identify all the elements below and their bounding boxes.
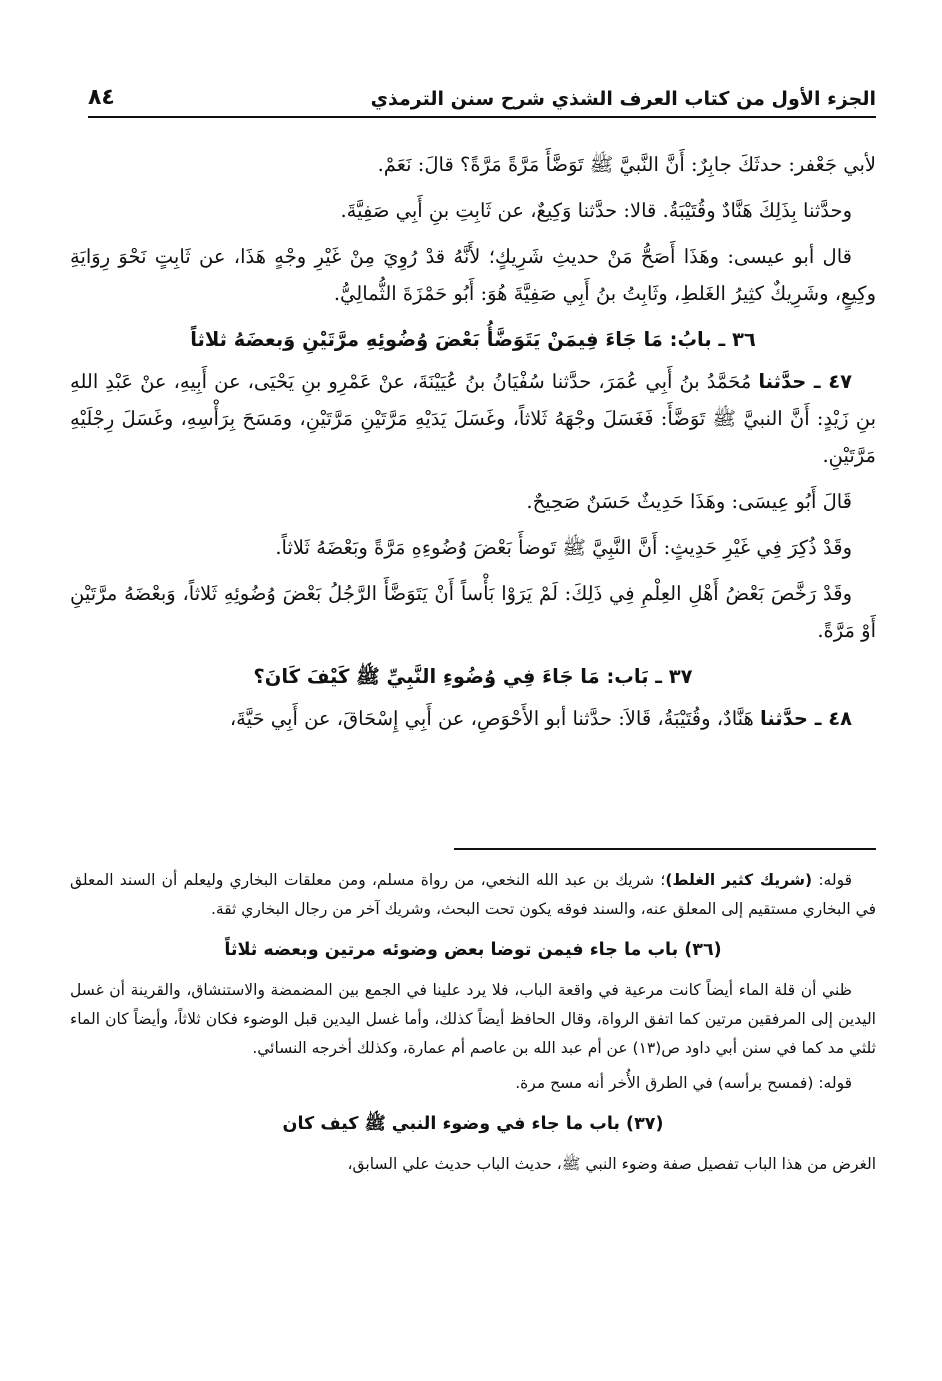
note-1-text: ؛ شريك بن عبد الله النخعي، من رواة مسلم، ومن معلقات البخاري وليعلم أن السند المعلق في البخاري مستقيم إلى المعلق عنه، والسند فوقه يكون تحت البحث، وشريك آخر من رجال البخاري ثقة. <box>70 871 876 918</box>
chapter-heading-37: ٣٧ ـ بَاب: مَا جَاءَ فِي وُضُوءِ النَّبِيِّ ﷺ كَيْفَ كَانَ؟ <box>253 665 693 688</box>
hadith-47-lead: ٤٧ ـ حدَّثنا <box>758 370 852 393</box>
chapter-heading-36: ٣٦ ـ بابُ: مَا جَاءَ فِيمَنْ يَتَوَضَّأُ بَعْضَ وُضُوئِهِ مرَّتَيْنِ وَبعضَهُ ثلاثاً <box>190 328 756 351</box>
note-2: ظني أن قلة الماء أيضاً كانت مرعية في واقعة الباب، فلا يرد علينا في الجمع بين المضمضة والاستنشاق، والقرينة أن غسل اليدين إلى المرفقين مرتين كما اتفق الرواة، وقال الحافظ أيضاً كذلك، وأما غسل اليدين قبل الوضوء فكان ثلاثاً، وأيضاً كان الماء ثلثي مد كما في سنن أبي داود ص(١٣) عن أم عبد الله بن عاصم أم عمارة، وكذلك أخرجه النسائي. <box>70 981 876 1057</box>
hadith-48-text: هَنَّادٌ، وقُتَيْبَةُ، قَالاَ: حدَّثنا أبو الأَحْوَصِ، عن أَبِي إِسْحَاقَ، عن أَبِي حَيَّةَ، <box>229 707 754 730</box>
hadith-48-lead: ٤٨ ـ حدَّثنا <box>760 707 852 730</box>
hadith-48 <box>70 700 876 737</box>
commentary-section <box>70 866 876 1366</box>
note-1-prefix: قوله: <box>818 871 852 889</box>
note-4: الغرض من هذا الباب تفصيل صفة وضوء النبي ﷺ، حديث الباب حديث علي السابق، <box>347 1155 876 1173</box>
note-1-quote: (شريك كثير الغلط) <box>665 871 813 889</box>
hadith-47 <box>70 363 876 474</box>
main-paragraph-4: قَالَ أَبُو عِيسَى: وهَذَا حَدِيثٌ حَسَنٌ صَحِيحٌ. <box>526 490 852 513</box>
note-heading-36: (٣٦) باب ما جاء فيمن توضا بعض وضوئه مرتين وبعضه ثلاثاً <box>224 940 722 960</box>
main-paragraph-1: لأبي جَعْفر: حدثَكَ جابِرٌ: أَنَّ النَّبيَّ ﷺ تَوَضَّأَ مَرَّةً مَرَّةً؟ قالَ: نَعَمْ. <box>377 153 876 176</box>
note-3: قوله: (فمسح برأسه) في الطرق الأُخر أنه مسح مرة. <box>515 1074 852 1092</box>
main-text <box>70 146 876 836</box>
page-header <box>88 78 876 118</box>
main-paragraph-2: وحدَّثنا بِذَلِكَ هَنَّادٌ وقُتَيْبَةُ. قالا: حدَّثنا وَكِيعٌ، عن ثَابِتِ بنِ أَبِي صَفِيَّةَ. <box>340 199 852 222</box>
main-paragraph-5: وقَدْ ذُكِرَ فِي غَيْرِ حَدِيثٍ: أَنَّ النَّبِيَّ ﷺ تَوضأَ بَعْضَ وُضُوءِهِ مَرَّةً وبَعْضَهُ ثَلاثاً. <box>275 536 852 559</box>
page-number: ٨٤ <box>88 85 115 110</box>
main-paragraph-6: وقَدْ رَخَّصَ بَعْضُ أَهْلِ العِلْمِ فِي ذَلِكَ: لَمْ يَرَوْا بَأْساً أَنْ يَتَوَضَّأَ الرَّجُلُ بَعْضَ وُضُوئِهِ ثَلاثاً، وَبعْضَهُ مرَّتَيْنِ أَوْ مَرَّةً. <box>70 582 876 642</box>
note-1 <box>70 866 876 924</box>
footnote-divider <box>454 848 876 850</box>
hadith-47-text: مُحَمَّدُ بنُ أَبِي عُمَرَ، حدَّثنا سُفْيَانُ بنُ عُيَيْنَةَ، عنْ عَمْرِو بنِ يَحْيَى، عن أَبِيهِ، عنْ عَبْدِ اللهِ بنِ زَيْدٍ: أَنَّ النبيَّ ﷺ تَوَضَّأَ: فَغَسَلَ وجْهَهُ ثَلاثاً، وغَسَلَ يَدَيْهِ مَرَّتَيْنِ مَرَّتَيْنِ، ومَسَحَ بِرَأْسِهِ، وغَسَلَ رِجْلَيْهِ مَرَّتَيْنِ. <box>70 370 876 467</box>
note-heading-37: (٣٧) باب ما جاء في وضوء النبي ﷺ كيف كان <box>282 1114 664 1134</box>
running-title: الجزء الأول من كتاب العرف الشذي شرح سنن الترمذي <box>370 88 876 110</box>
main-paragraph-3: قال أبو عيسى: وهَذَا أَصَحُّ مَنْ حديثِ شَرِيكٍ؛ لأَنَّهُ قدْ رُوِيَ مِنْ غَيْرِ وجْهٍ هَذَا، عن ثَابِتٍ نَحْوَ رِوَايَةِ وكِيعٍ، وشَرِيكٌ كثِيرُ الغَلطِ، وثَابِتُ بنُ أَبِي صَفِيَّةَ هُوَ: أَبُو حَمْزَةَ الثُّمالِيُّ. <box>70 245 876 305</box>
